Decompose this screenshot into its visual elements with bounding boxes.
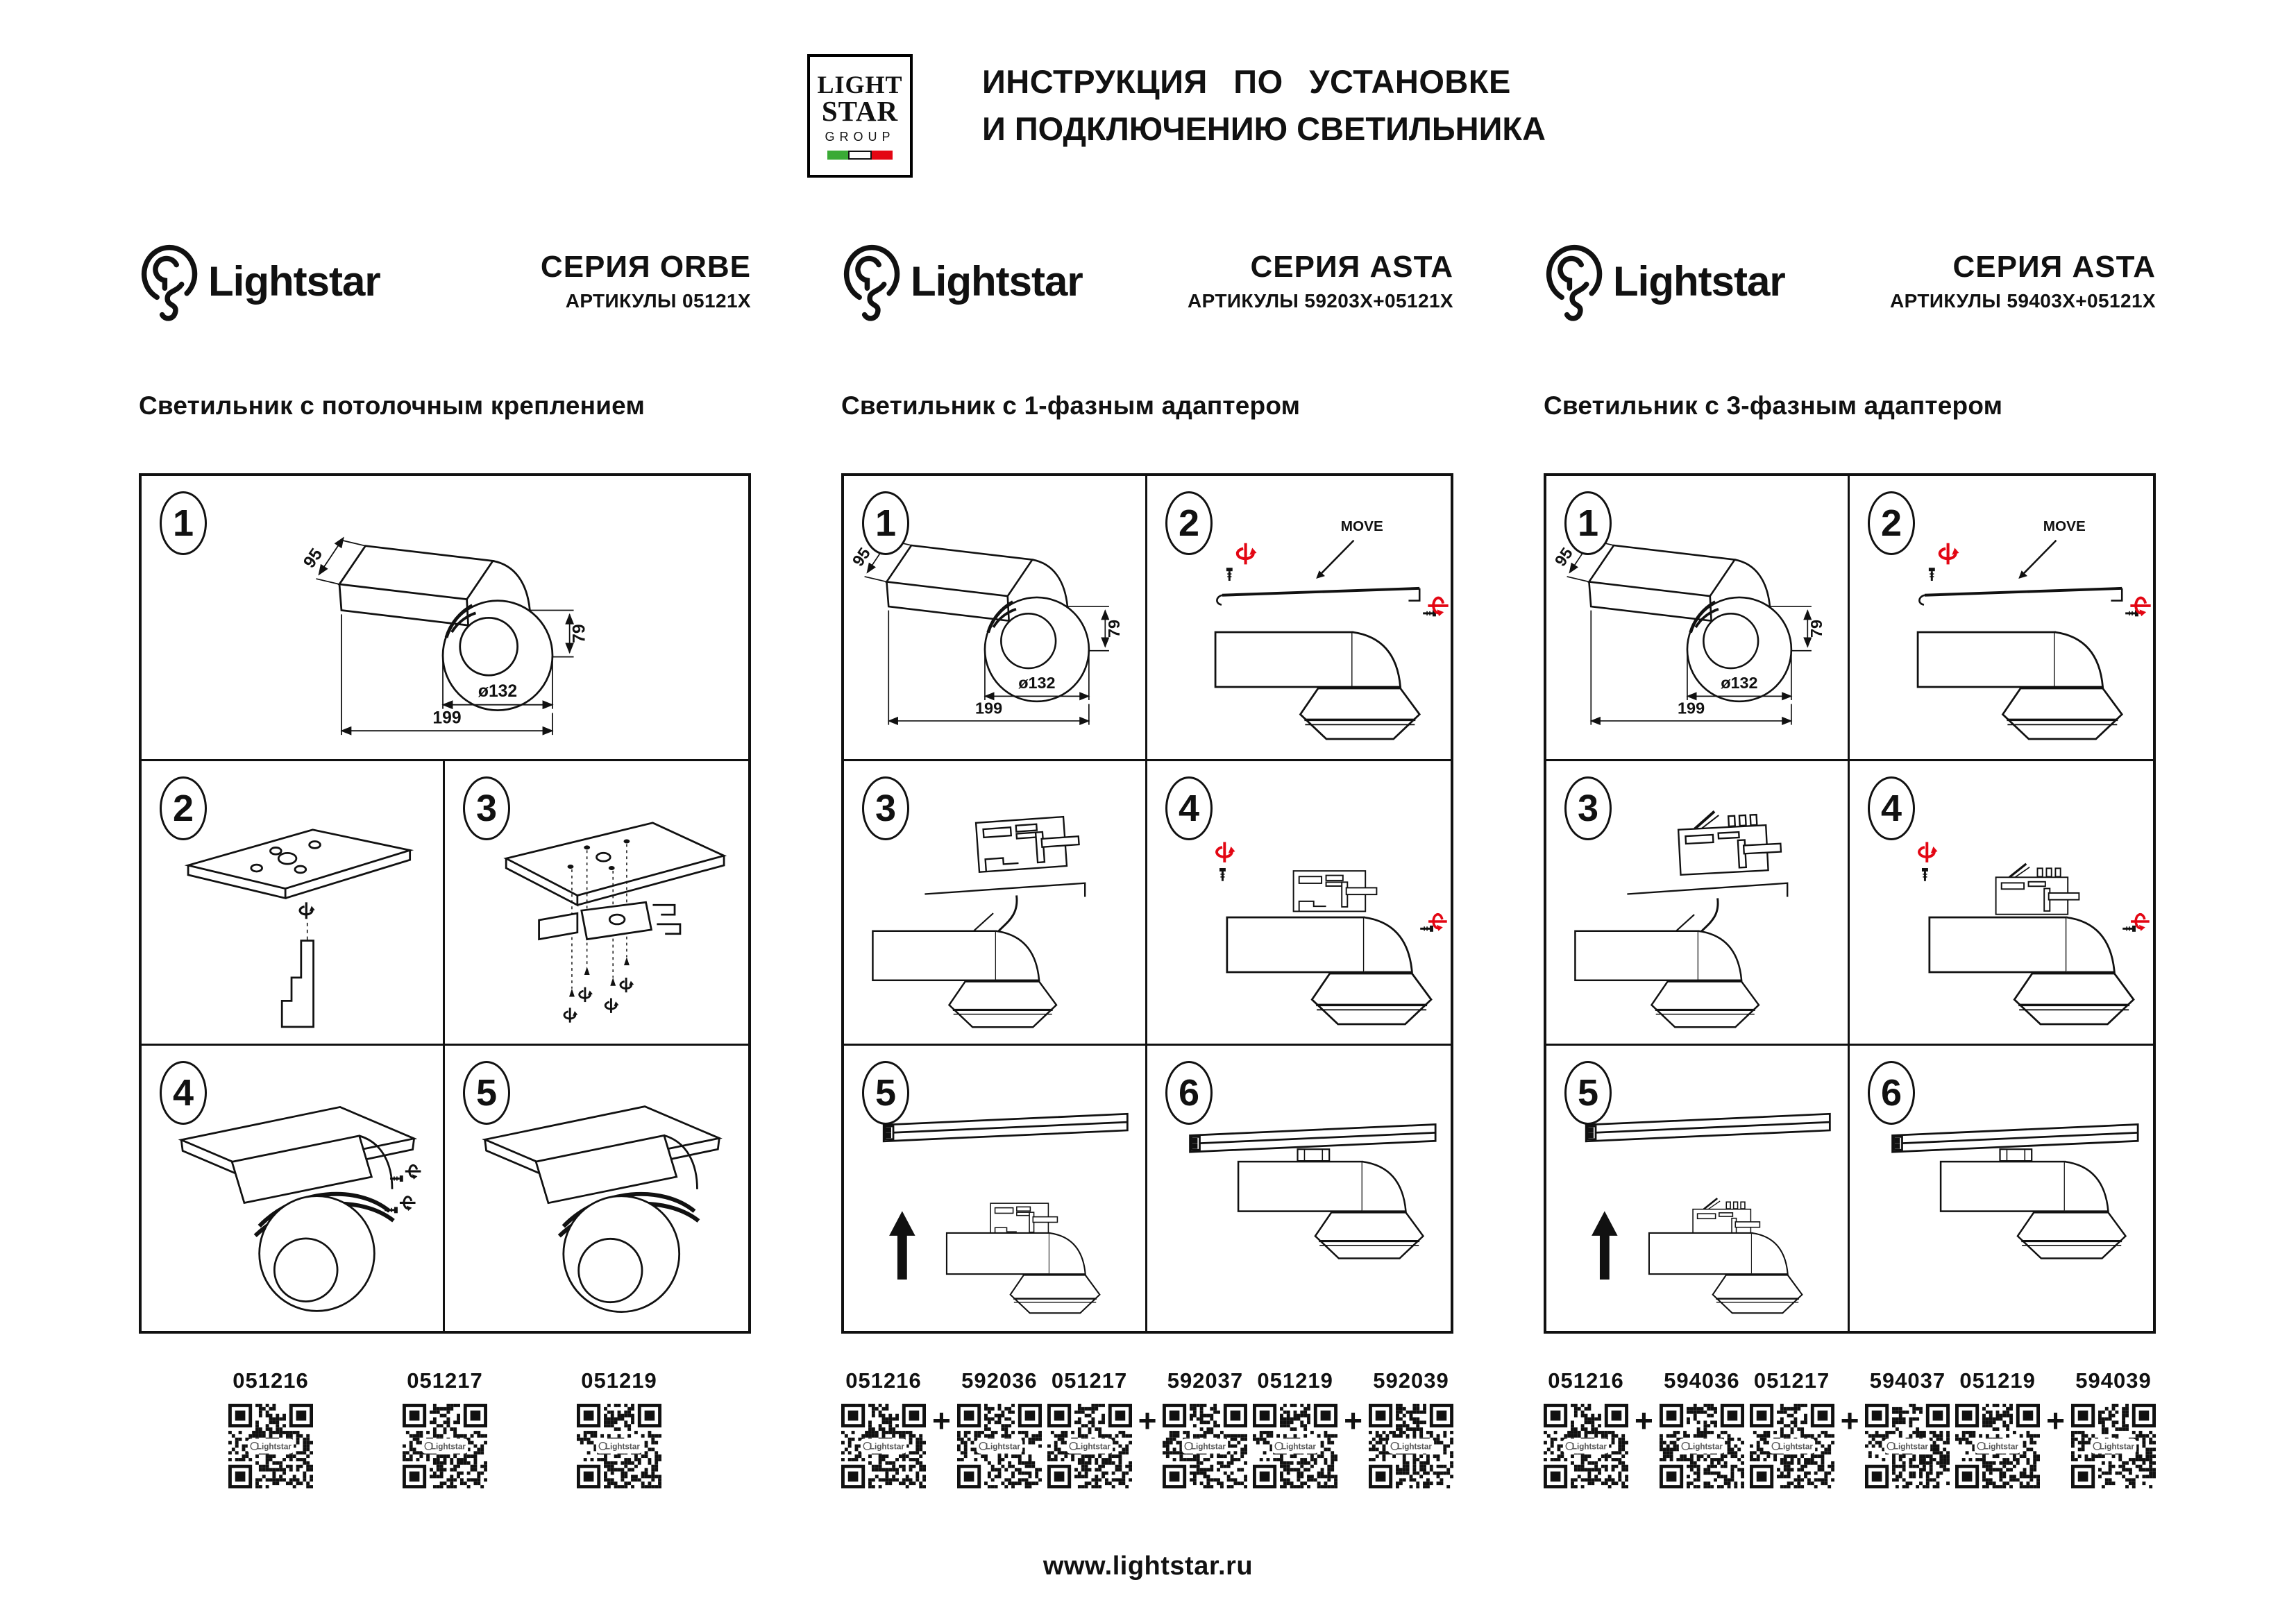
qr-pair xyxy=(1253,1368,1453,1488)
article-number: 051216 xyxy=(845,1368,922,1393)
lightstar-bulb-icon xyxy=(1544,239,1603,323)
qr-pair xyxy=(1544,1368,1744,1488)
plus-sign: + xyxy=(932,1402,951,1438)
column-subtitle: Светильник с потолочным креплением xyxy=(139,391,645,420)
column-orbe xyxy=(139,229,751,1488)
svg-text:Lightstar: Lightstar xyxy=(256,1442,292,1452)
svg-text:Lightstar: Lightstar xyxy=(869,1442,904,1452)
qr-code xyxy=(577,1404,661,1488)
article-number: 051219 xyxy=(1257,1368,1333,1393)
website-url: www.lightstar.ru xyxy=(1043,1552,1253,1581)
qr-item xyxy=(1253,1368,1337,1488)
page-header xyxy=(807,54,1546,178)
step-panel-2 xyxy=(142,761,445,1046)
svg-text:Lightstar: Lightstar xyxy=(1075,1442,1111,1452)
plus-sign: + xyxy=(1138,1402,1157,1438)
qr-pair xyxy=(1955,1368,2156,1488)
article-number: 594036 xyxy=(1664,1368,1740,1393)
qr-item xyxy=(228,1368,313,1488)
article-number: 051217 xyxy=(407,1368,483,1393)
qr-item xyxy=(403,1368,487,1488)
column-header xyxy=(1544,229,2156,333)
step-badge: 3 xyxy=(862,776,909,840)
flag-white xyxy=(848,151,872,160)
lightstar-wordmark: Lightstar xyxy=(208,257,380,305)
logo-line-light: LIGHT xyxy=(817,70,903,99)
svg-text:Lightstar: Lightstar xyxy=(605,1442,640,1452)
columns-wrap xyxy=(139,229,2156,1488)
qr-row xyxy=(1544,1368,2156,1488)
step-badge: 4 xyxy=(160,1061,207,1125)
svg-text:Lightstar: Lightstar xyxy=(1281,1442,1317,1452)
flag-green xyxy=(827,151,848,160)
svg-text:Lightstar: Lightstar xyxy=(2099,1442,2134,1452)
qr-item xyxy=(841,1368,926,1488)
step-badge: 5 xyxy=(463,1061,510,1125)
qr-row xyxy=(139,1368,751,1488)
step-panel-2 xyxy=(1147,476,1451,761)
page-title xyxy=(982,54,1546,148)
step-panel-1 xyxy=(1546,476,1850,761)
qr-row xyxy=(841,1368,1453,1488)
series-block xyxy=(1188,250,1453,312)
qr-item xyxy=(577,1368,661,1488)
column-asta-1ph xyxy=(841,229,1453,1488)
qr-code xyxy=(1865,1404,1950,1488)
qr-item xyxy=(1865,1368,1950,1488)
article-number: 051216 xyxy=(1548,1368,1624,1393)
steps-grid xyxy=(1544,473,2156,1334)
step-panel-3 xyxy=(445,761,748,1046)
svg-text:Lightstar: Lightstar xyxy=(1571,1442,1607,1452)
qr-code xyxy=(228,1404,313,1488)
qr-code xyxy=(841,1404,926,1488)
step-badge: 2 xyxy=(1868,491,1915,555)
qr-item xyxy=(1544,1368,1628,1488)
lightstar-bulb-icon xyxy=(139,239,199,323)
step-panel-5 xyxy=(844,1046,1147,1331)
series-block xyxy=(1890,250,2156,312)
step-badge: 3 xyxy=(463,776,510,840)
qr-item xyxy=(1047,1368,1132,1488)
article-number: 594039 xyxy=(2075,1368,2152,1393)
qr-code xyxy=(957,1404,1042,1488)
qr-code xyxy=(1750,1404,1834,1488)
title-line-2: И ПОДКЛЮЧЕНИЮ СВЕТИЛЬНИКА xyxy=(982,110,1546,147)
step-panel-1 xyxy=(142,476,748,761)
qr-code xyxy=(1369,1404,1453,1488)
plus-sign: + xyxy=(2046,1402,2065,1438)
qr-item xyxy=(2071,1368,2156,1488)
article-number: 051217 xyxy=(1051,1368,1128,1393)
step-panel-4 xyxy=(1850,761,2153,1046)
article-number: 051217 xyxy=(1753,1368,1830,1393)
qr-code xyxy=(1253,1404,1337,1488)
series-title: СЕРИЯ ASTA xyxy=(1250,250,1453,284)
qr-item xyxy=(957,1368,1042,1488)
article-number: 051219 xyxy=(1959,1368,2036,1393)
svg-text:Lightstar: Lightstar xyxy=(430,1442,466,1452)
step-panel-4 xyxy=(142,1046,445,1331)
svg-text:Lightstar: Lightstar xyxy=(1396,1442,1432,1452)
lightstar-wordmark: Lightstar xyxy=(911,257,1083,305)
step-panel-6 xyxy=(1147,1046,1451,1331)
lightstar-wordmark: Lightstar xyxy=(1613,257,1785,305)
steps-grid xyxy=(841,473,1453,1334)
lightstar-brand xyxy=(139,239,380,323)
column-subtitle: Светильник с 1-фазным адаптером xyxy=(841,391,1301,420)
step-badge: 2 xyxy=(160,776,207,840)
column-header xyxy=(139,229,751,333)
step-badge: 6 xyxy=(1868,1061,1915,1125)
step-badge: 4 xyxy=(1868,776,1915,840)
svg-text:Lightstar: Lightstar xyxy=(985,1442,1020,1452)
step-panel-1 xyxy=(844,476,1147,761)
qr-code xyxy=(1163,1404,1247,1488)
plus-sign: + xyxy=(1635,1402,1653,1438)
article-number: 594037 xyxy=(1869,1368,1946,1393)
qr-item xyxy=(1750,1368,1834,1488)
step-badge: 1 xyxy=(862,491,909,555)
lightstar-brand xyxy=(1544,239,1785,323)
svg-text:Lightstar: Lightstar xyxy=(1687,1442,1723,1452)
qr-item xyxy=(1955,1368,2040,1488)
article-number: 592037 xyxy=(1167,1368,1244,1393)
column-asta-3ph xyxy=(1544,229,2156,1488)
plus-sign: + xyxy=(1344,1402,1362,1438)
step-badge: 6 xyxy=(1165,1061,1213,1125)
step-panel-5 xyxy=(1546,1046,1850,1331)
step-panel-6 xyxy=(1850,1046,2153,1331)
qr-pair xyxy=(1750,1368,1950,1488)
qr-code xyxy=(2071,1404,2156,1488)
svg-text:Lightstar: Lightstar xyxy=(1893,1442,1929,1452)
qr-code xyxy=(1047,1404,1132,1488)
step-badge: 1 xyxy=(1564,491,1612,555)
qr-code xyxy=(1660,1404,1744,1488)
qr-code xyxy=(1544,1404,1628,1488)
series-articles: АРТИКУЛЫ 05121X xyxy=(565,290,751,312)
lightstar-bulb-icon xyxy=(841,239,901,323)
series-title: СЕРИЯ ORBE xyxy=(540,250,751,284)
step-panel-4 xyxy=(1147,761,1451,1046)
series-articles: АРТИКУЛЫ 59403X+05121X xyxy=(1890,290,2156,312)
step-panel-3 xyxy=(844,761,1147,1046)
lightstar-brand xyxy=(841,239,1083,323)
series-title: СЕРИЯ ASTA xyxy=(1952,250,2156,284)
step-badge: 3 xyxy=(1564,776,1612,840)
article-number: 051216 xyxy=(233,1368,309,1393)
step-badge: 1 xyxy=(160,491,207,555)
logo-line-star: STAR xyxy=(821,95,899,128)
series-block xyxy=(541,250,751,312)
step-badge: 4 xyxy=(1165,776,1213,840)
svg-text:Lightstar: Lightstar xyxy=(1191,1442,1226,1452)
step-badge: 5 xyxy=(1564,1061,1612,1125)
qr-code xyxy=(403,1404,487,1488)
svg-text:Lightstar: Lightstar xyxy=(1983,1442,2019,1452)
italian-flag-bar xyxy=(827,151,893,160)
step-panel-2 xyxy=(1850,476,2153,761)
plus-sign: + xyxy=(1840,1402,1859,1438)
qr-pair xyxy=(841,1368,1042,1488)
lightstar-group-logo xyxy=(807,54,913,178)
qr-item xyxy=(1163,1368,1247,1488)
series-articles: АРТИКУЛЫ 59203X+05121X xyxy=(1188,290,1453,312)
article-number: 051219 xyxy=(581,1368,657,1393)
qr-pair xyxy=(1047,1368,1248,1488)
flag-red xyxy=(872,151,893,160)
qr-code xyxy=(1955,1404,2040,1488)
article-number: 592039 xyxy=(1373,1368,1449,1393)
step-badge: 2 xyxy=(1165,491,1213,555)
column-subtitle: Светильник с 3-фазным адаптером xyxy=(1544,391,2003,420)
column-header xyxy=(841,229,1453,333)
article-number: 592036 xyxy=(961,1368,1038,1393)
logo-line-group: GROUP xyxy=(825,130,895,144)
title-line-1: ИНСТРУКЦИЯ ПО УСТАНОВКЕ xyxy=(982,63,1511,100)
step-badge: 5 xyxy=(862,1061,909,1125)
qr-item xyxy=(1369,1368,1453,1488)
step-panel-3 xyxy=(1546,761,1850,1046)
step-panel-5 xyxy=(445,1046,748,1331)
drawing-dimensions xyxy=(142,476,748,759)
svg-text:Lightstar: Lightstar xyxy=(1778,1442,1813,1452)
qr-item xyxy=(1660,1368,1744,1488)
steps-grid xyxy=(139,473,751,1334)
